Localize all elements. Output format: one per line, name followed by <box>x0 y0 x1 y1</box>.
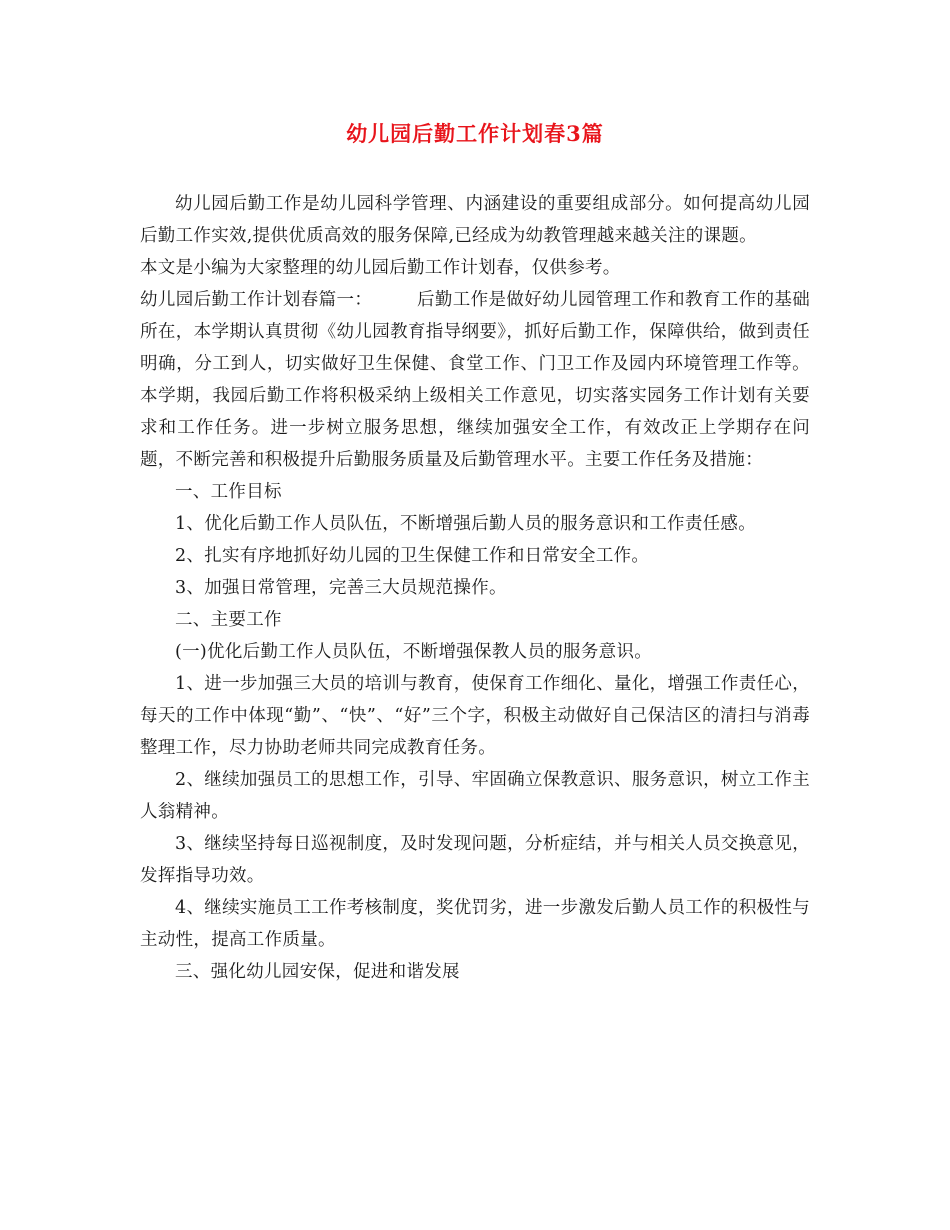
body-paragraph: 幼儿园后勤工作是幼儿园科学管理、内涵建设的重要组成部分。如何提高幼儿园后勤工作实效,提供优质高效的服务保障,已经成为幼教管理越来越关注的课题。 <box>140 194 810 246</box>
document-body <box>140 188 810 988</box>
body-paragraph: 2、继续加强员工的思想工作，引导、牢固确立保教意识、服务意识，树立工作主人翁精神。 <box>140 770 810 822</box>
body-paragraph: 三、强化幼儿园安保，促进和谐发展 <box>175 962 460 982</box>
body-paragraph: 幼儿园后勤工作计划春篇一： 后勤工作是做好幼儿园管理工作和教育工作的基础所在，本学期认真贯彻《幼儿园教育指导纲要》，抓好后勤工作，保障供给，做到责任明确，分工到人，切实做好卫生保健、食堂工作、门卫工作及园内环境管理工作等。本学期，我园后勤工作将积极采纳上级相关工作意见，切实落实园务工作计划有关要求和工作任务。进一步树立服务思想，继续加强安全工作，有效改正上学期存在问题，不断完善和积极提升后勤服务质量及后勤管理水平。主要工作任务及措施： <box>140 290 810 470</box>
body-paragraph: 1、进一步加强三大员的培训与教育，使保育工作细化、量化，增强工作责任心，每天的工作中体现“勤”、“快”、“好”三个字，积极主动做好自己保洁区的清扫与消毒整理工作，尽力协助老师共同完成教育任务。 <box>140 674 810 758</box>
document-title: 幼儿园后勤工作计划春3篇 <box>346 121 604 146</box>
body-paragraph: 4、继续实施员工工作考核制度，奖优罚劣，进一步激发后勤人员工作的积极性与主动性，提高工作质量。 <box>140 898 810 950</box>
body-paragraph: 二、主要工作 <box>175 610 282 630</box>
body-paragraph: 1、优化后勤工作人员队伍，不断增强后勤人员的服务意识和工作责任感。 <box>175 514 757 534</box>
body-paragraph: 一、工作目标 <box>175 482 282 502</box>
body-paragraph: 3、加强日常管理，完善三大员规范操作。 <box>175 578 507 598</box>
body-paragraph: 3、继续坚持每日巡视制度，及时发现问题，分析症结，并与相关人员交换意见，发挥指导功效。 <box>140 834 810 886</box>
body-paragraph: 2、扎实有序地抓好幼儿园的卫生保健工作和日常安全工作。 <box>175 546 650 566</box>
body-paragraph: (一)优化后勤工作人员队伍，不断增强保教人员的服务意识。 <box>175 642 653 662</box>
body-paragraph: 本文是小编为大家整理的幼儿园后勤工作计划春，仅供参考。 <box>140 258 621 278</box>
